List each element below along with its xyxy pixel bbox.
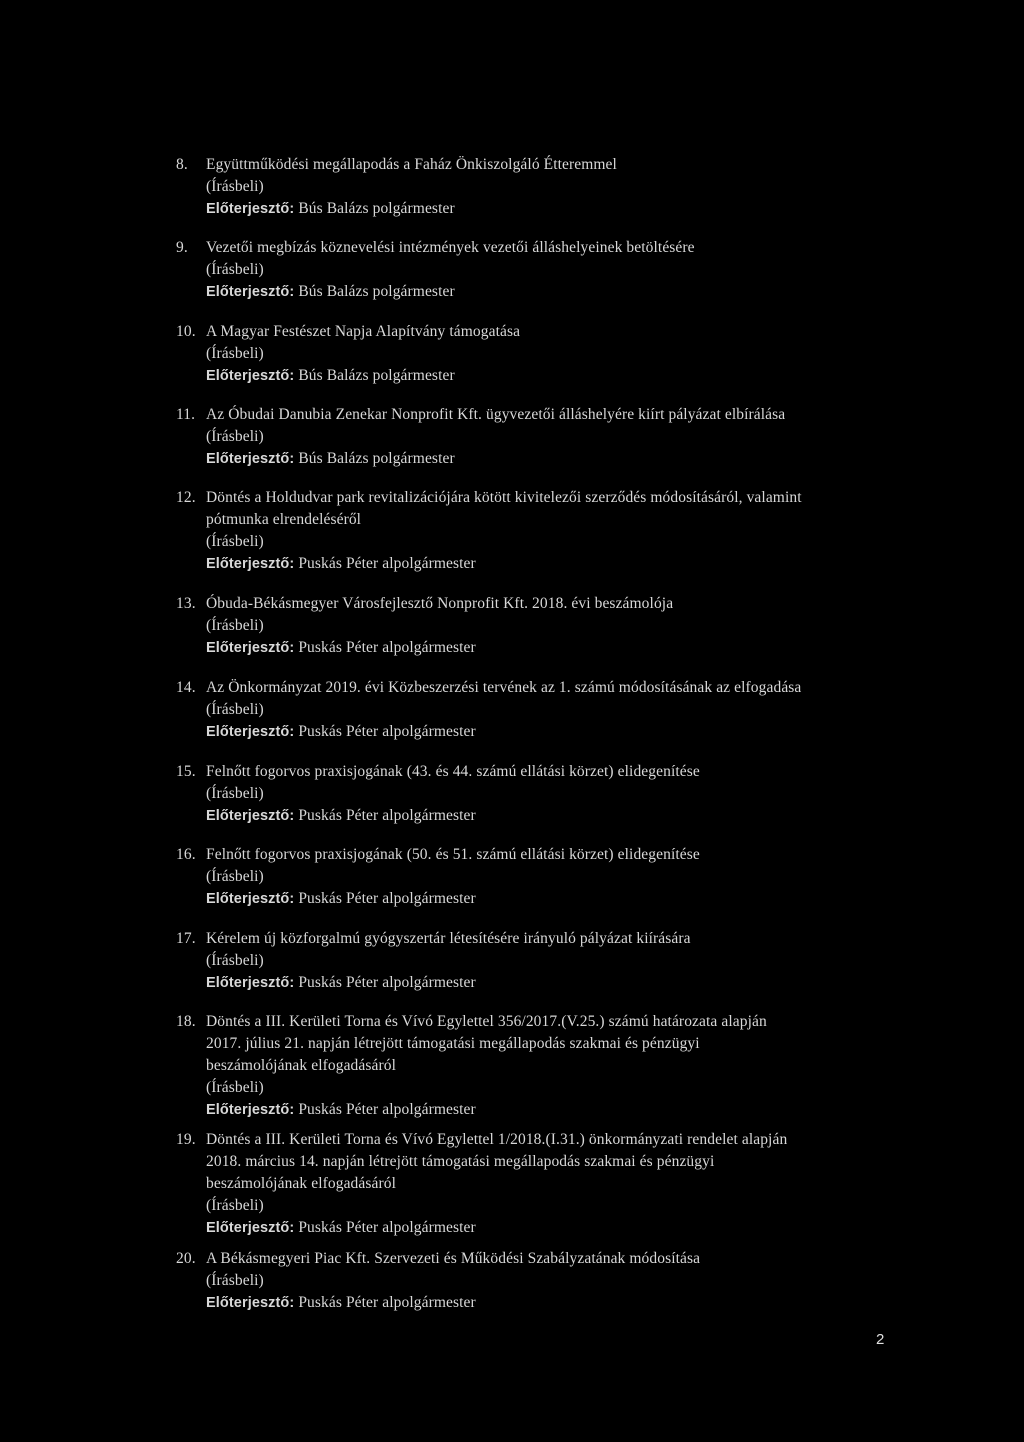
agenda-item-number: 18. [176, 1013, 196, 1030]
presenter-name: Puskás Péter alpolgármester [298, 1219, 476, 1236]
presenter-name: Puskás Péter alpolgármester [298, 1101, 476, 1118]
agenda-item-title: Az Önkormányzat 2019. évi Közbeszerzési tervének az 1. számú módosításának az elfogadása [206, 679, 802, 696]
agenda-item-number: 13. [176, 595, 196, 612]
presenter-name: Puskás Péter alpolgármester [298, 890, 476, 907]
agenda-item-title: 2018. március 14. napján létrejött támogatási megállapodás szakmai és pénzügyi [206, 1153, 715, 1170]
agenda-item-number: 15. [176, 763, 196, 780]
presenter-label: Előterjesztő: [206, 1295, 295, 1311]
agenda-item-title: Döntés a Holdudvar park revitalizációjára kötött kivitelezői szerződés módosításáról, valamint [206, 489, 802, 506]
agenda-item-presenter [206, 1293, 476, 1313]
presenter-label: Előterjesztő: [206, 891, 295, 907]
agenda-item-title: beszámolójának elfogadásáról [206, 1175, 397, 1192]
agenda-item-presenter [206, 889, 476, 909]
presenter-label: Előterjesztő: [206, 201, 295, 217]
agenda-item-type: (Írásbeli) [206, 178, 264, 195]
presenter-label: Előterjesztő: [206, 1220, 295, 1236]
agenda-item-type: (Írásbeli) [206, 617, 264, 634]
presenter-label: Előterjesztő: [206, 724, 295, 740]
page-number: 2 [876, 1331, 885, 1348]
agenda-item-title: Döntés a III. Kerületi Torna és Vívó Egylettel 1/2018.(I.31.) önkormányzati rendelet alapján [206, 1131, 788, 1148]
agenda-item-number: 8. [176, 156, 188, 173]
agenda-item-presenter [206, 1100, 476, 1120]
presenter-label: Előterjesztő: [206, 640, 295, 656]
presenter-label: Előterjesztő: [206, 975, 295, 991]
presenter-label: Előterjesztő: [206, 1102, 295, 1118]
agenda-item-type: (Írásbeli) [206, 701, 264, 718]
agenda-item-number: 19. [176, 1131, 196, 1148]
agenda-item-presenter [206, 806, 476, 826]
presenter-name: Puskás Péter alpolgármester [298, 974, 476, 991]
presenter-name: Bús Balázs polgármester [298, 283, 455, 300]
agenda-item-type: (Írásbeli) [206, 785, 264, 802]
agenda-item-presenter [206, 366, 455, 386]
agenda-item-presenter [206, 973, 476, 993]
agenda-item-title: Együttműködési megállapodás a Faház Önkiszolgáló Étteremmel [206, 156, 617, 173]
agenda-item-title: Felnőtt fogorvos praxisjogának (50. és 51. számú ellátási körzet) elidegenítése [206, 846, 700, 863]
presenter-name: Puskás Péter alpolgármester [298, 723, 476, 740]
agenda-item-number: 16. [176, 846, 196, 863]
agenda-item-title: Döntés a III. Kerületi Torna és Vívó Egylettel 356/2017.(V.25.) számú határozata alapján [206, 1013, 767, 1030]
agenda-item-title: Az Óbudai Danubia Zenekar Nonprofit Kft. ügyvezetői álláshelyére kiírt pályázat elbírálása [206, 406, 786, 423]
agenda-item-type: (Írásbeli) [206, 533, 264, 550]
agenda-item-type: (Írásbeli) [206, 1197, 264, 1214]
presenter-label: Előterjesztő: [206, 556, 295, 572]
agenda-item-presenter [206, 554, 476, 574]
agenda-item-number: 14. [176, 679, 196, 696]
agenda-item-type: (Írásbeli) [206, 868, 264, 885]
agenda-item-type: (Írásbeli) [206, 345, 264, 362]
presenter-name: Puskás Péter alpolgármester [298, 1294, 476, 1311]
agenda-item-number: 20. [176, 1250, 196, 1267]
agenda-item-type: (Írásbeli) [206, 952, 264, 969]
presenter-label: Előterjesztő: [206, 451, 295, 467]
agenda-item-title: A Békásmegyeri Piac Kft. Szervezeti és Működési Szabályzatának módosítása [206, 1250, 701, 1267]
agenda-item-title: 2017. július 21. napján létrejött támogatási megállapodás szakmai és pénzügyi [206, 1035, 700, 1052]
agenda-item-title: A Magyar Festészet Napja Alapítvány támogatása [206, 323, 521, 340]
presenter-name: Bús Balázs polgármester [298, 367, 455, 384]
agenda-item-title: Felnőtt fogorvos praxisjogának (43. és 44. számú ellátási körzet) elidegenítése [206, 763, 700, 780]
agenda-item-number: 10. [176, 323, 196, 340]
agenda-item-presenter [206, 638, 476, 658]
agenda-item-presenter [206, 282, 455, 302]
agenda-item-number: 9. [176, 239, 188, 256]
presenter-name: Bús Balázs polgármester [298, 200, 455, 217]
agenda-item-presenter [206, 722, 476, 742]
agenda-item-type: (Írásbeli) [206, 1272, 264, 1289]
agenda-item-type: (Írásbeli) [206, 428, 264, 445]
presenter-label: Előterjesztő: [206, 808, 295, 824]
presenter-name: Puskás Péter alpolgármester [298, 807, 476, 824]
agenda-item-title: beszámolójának elfogadásáról [206, 1057, 397, 1074]
agenda-item-title: pótmunka elrendeléséről [206, 511, 362, 528]
presenter-label: Előterjesztő: [206, 284, 295, 300]
agenda-item-title: Kérelem új közforgalmú gyógyszertár létesítésére irányuló pályázat kiírására [206, 930, 691, 947]
agenda-item-title: Óbuda-Békásmegyer Városfejlesztő Nonprofit Kft. 2018. évi beszámolója [206, 595, 674, 612]
presenter-name: Puskás Péter alpolgármester [298, 639, 476, 656]
agenda-item-title: Vezetői megbízás köznevelési intézmények vezetői álláshelyeinek betöltésére [206, 239, 695, 256]
agenda-item-presenter [206, 449, 455, 469]
agenda-item-type: (Írásbeli) [206, 1079, 264, 1096]
presenter-name: Bús Balázs polgármester [298, 450, 455, 467]
agenda-item-presenter [206, 199, 455, 219]
agenda-item-presenter [206, 1218, 476, 1238]
presenter-label: Előterjesztő: [206, 368, 295, 384]
presenter-name: Puskás Péter alpolgármester [298, 555, 476, 572]
agenda-item-number: 17. [176, 930, 196, 947]
agenda-item-number: 11. [176, 406, 196, 423]
agenda-item-number: 12. [176, 489, 196, 506]
agenda-item-type: (Írásbeli) [206, 261, 264, 278]
